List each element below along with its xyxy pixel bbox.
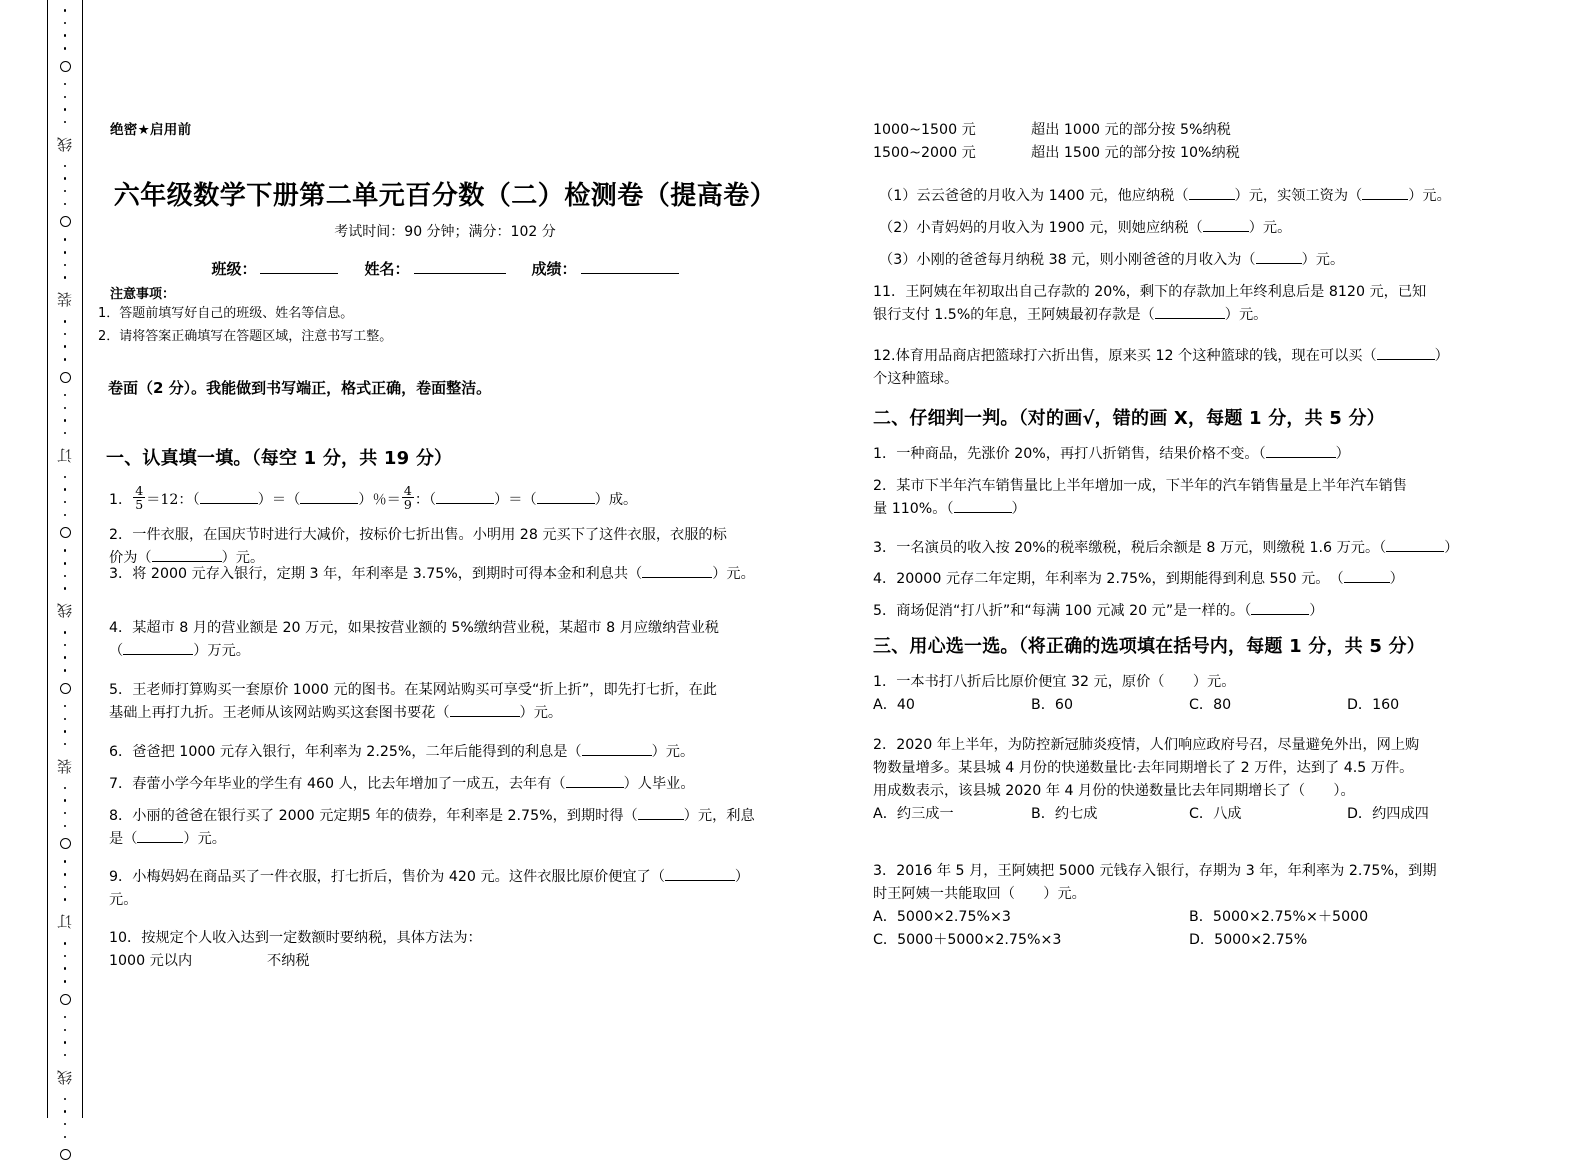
tax-rule: 不纳税 <box>267 953 310 969</box>
answer-blank[interactable] <box>436 503 494 504</box>
margin-circle <box>60 216 71 227</box>
margin-dot <box>64 1123 67 1126</box>
answer-blank[interactable] <box>638 819 684 820</box>
tax-rule: 超出 1500 元的部分按 10%纳税 <box>1031 145 1240 161</box>
q11-line-1: 11．王阿姨在年初取出自己存款的 20%，剩下的存款加上年终利息后是 8120 元，已知 <box>873 284 1427 300</box>
score-field[interactable] <box>532 258 679 279</box>
tax-range: 1000 元以内 <box>109 953 193 969</box>
margin-dot <box>64 345 67 348</box>
margin-dot <box>64 549 67 552</box>
tax-table-row <box>873 142 1505 165</box>
answer-blank[interactable] <box>137 842 183 843</box>
margin-circle <box>60 527 71 538</box>
q2-2-line-1: 2．某市下半年汽车销售量比上半年增加一成，下半年的汽车销售量是上半年汽车销售 <box>873 478 1407 494</box>
margin-dot <box>64 333 67 336</box>
margin-binding-char: 订 <box>55 914 74 929</box>
class-field[interactable] <box>211 258 338 279</box>
q3-3-options-row-2 <box>873 929 1505 952</box>
margin-dot <box>64 276 67 279</box>
option-a[interactable]: A．5000×2.75%×3 <box>873 909 1011 925</box>
q3-3-options-row-1 <box>873 906 1505 929</box>
margin-dot <box>64 514 67 517</box>
q-number: 1． <box>109 492 133 508</box>
answer-blank[interactable] <box>954 512 1012 513</box>
margin-dot <box>64 1054 67 1057</box>
question-1-3: 3．将 2000 元存入银行，定期 3 年，年利率是 3.75%，到期时可得本金和利息共（ ）元。 <box>109 566 755 582</box>
margin-dot <box>64 121 67 124</box>
margin-dot <box>64 501 67 504</box>
q5-line-2: 基础上再打九折。王老师从该网站购买这套图书要花（ ）元。 <box>109 705 563 721</box>
q4-line-1: 4．某超市 8 月的营业额是 20 万元，如果按营业额的 5%缴纳营业税，某超市 8 月应缴纳营业税 <box>109 620 719 636</box>
answer-blank[interactable] <box>300 503 358 504</box>
student-id-row <box>95 258 795 279</box>
question-1-8 <box>109 805 795 851</box>
tax-table-row <box>109 950 795 973</box>
margin-binding-char: 装 <box>55 758 74 774</box>
question-2-2 <box>873 475 1505 521</box>
answer-blank[interactable] <box>1251 614 1309 615</box>
tax-table-continued <box>873 119 1505 165</box>
margin-dot <box>64 320 67 323</box>
margin-dot <box>64 886 67 889</box>
q3-2-options <box>873 803 1505 826</box>
class-label: 班级： <box>211 260 257 278</box>
score-label: 成绩： <box>531 260 577 278</box>
question-1-10-sub-3: （3）小刚的爸爸每月纳税 38 元，则小刚爸爸的月收入为（ ）元。 <box>879 252 1345 268</box>
option-d[interactable]: D．约四成四 <box>1347 806 1429 822</box>
margin-dot <box>64 83 67 86</box>
margin-dot <box>64 705 67 708</box>
class-blank[interactable] <box>260 273 338 274</box>
margin-dot <box>64 942 67 945</box>
margin-circle <box>60 61 71 72</box>
question-2-3: 3．一名演员的收入按 20%的税率缴税，税后余额是 8 万元，则缴税 1.6 万元。（ ） <box>873 540 1459 556</box>
question-3-3 <box>873 860 1505 952</box>
q2-2-line-2: 量 110%。（ ） <box>873 501 1026 517</box>
tax-table-row <box>873 119 1505 142</box>
margin-dot <box>64 743 67 746</box>
margin-dot <box>64 631 67 634</box>
tax-range: 1000~1500 元 <box>873 122 976 138</box>
margin-binding-char: 订 <box>55 447 74 463</box>
margin-dot <box>64 644 67 647</box>
margin-dot <box>64 955 67 958</box>
question-1-9 <box>109 866 795 912</box>
option-c[interactable]: C．80 <box>1189 697 1232 713</box>
answer-blank[interactable] <box>152 561 222 562</box>
margin-dot <box>64 165 67 168</box>
margin-dot <box>64 730 67 733</box>
margin-dot <box>64 34 67 37</box>
q3-2-line-3: 用成数表示，该县城 2020 年 4 月份的快递数量比去年同期增长了（ ）。 <box>873 783 1355 799</box>
margin-dot <box>64 967 67 970</box>
margin-dot <box>64 108 67 111</box>
margin-binding-char: 装 <box>55 292 74 307</box>
answer-blank[interactable] <box>642 577 712 578</box>
answer-blank[interactable] <box>1256 263 1302 264</box>
question-1-6: 6．爸爸把 1000 元存入银行，年利率为 2.25%，二年后能得到的利息是（ ）元。 <box>109 744 695 760</box>
margin-dot <box>64 264 67 267</box>
margin-circle <box>60 372 71 383</box>
q11-line-2: 银行支付 1.5%的年息，王阿姨最初存款是（ ）元。 <box>873 307 1268 323</box>
q3-1-stem: 1．一本书打八折后比原价便宜 32 元，原价（ ）元。 <box>873 674 1236 690</box>
margin-dot <box>64 787 67 790</box>
binding-margin <box>47 0 83 1118</box>
answer-blank[interactable] <box>1386 551 1444 552</box>
q3-3-line-1: 3．2016 年 5 月，王阿姨把 5000 元钱存入银行，存期为 3 年，年利率为 2.75%，到期 <box>873 863 1437 879</box>
margin-dot <box>64 9 67 12</box>
question-1-10 <box>109 927 795 973</box>
margin-dot <box>64 1029 67 1032</box>
question-1-7: 7．春蕾小学今年毕业的学生有 460 人，比去年增加了一成五，去年有（ ）人毕业。 <box>109 776 695 792</box>
margin-circle <box>60 838 71 849</box>
notice-heading: 注意事项： <box>110 287 176 302</box>
question-1-5 <box>109 679 795 725</box>
answer-blank[interactable] <box>450 716 520 717</box>
notice-item-2: 2．请将答案正确填写在答题区域，注意书写工整。 <box>98 329 393 344</box>
answer-blank[interactable] <box>1344 582 1390 583</box>
exam-meta: 考试时间：90 分钟；满分：102 分 <box>334 224 556 240</box>
option-b[interactable]: B．60 <box>1031 697 1073 713</box>
question-3-2 <box>873 734 1505 826</box>
margin-dot <box>64 358 67 361</box>
margin-dot <box>64 980 67 983</box>
margin-dot <box>64 96 67 99</box>
answer-blank[interactable] <box>1266 457 1336 458</box>
margin-dot <box>64 873 67 876</box>
answer-blank[interactable] <box>582 755 652 756</box>
q3-3-line-2: 时王阿姨一共能取回（ ）元。 <box>873 886 1086 902</box>
section-1-heading: 一、认真填一填。（每空 1 分，共 19 分） <box>106 448 453 469</box>
answer-blank[interactable] <box>1189 199 1235 200</box>
margin-dot <box>64 1041 67 1044</box>
margin-dot <box>64 1016 67 1019</box>
question-1-10-sub-2: （2）小青妈妈的月收入为 1900 元，则她应纳税（ ）元。 <box>879 220 1292 236</box>
q9-line-1: 9．小梅妈妈在商品买了一件衣服，打七折后，售价为 420 元。这件衣服比原价便宜了（ ） <box>109 869 750 885</box>
margin-dot <box>64 656 67 659</box>
margin-circle <box>60 683 71 694</box>
margin-dot <box>64 812 67 815</box>
binding-dotted-line <box>48 0 82 1118</box>
margin-dot <box>64 898 67 901</box>
question-3-1 <box>873 671 1505 717</box>
q8-line-2: 是（ ）元。 <box>109 831 226 847</box>
q10-stem: 10．按规定个人收入达到一定数额时要纳税，具体方法为： <box>109 930 482 946</box>
margin-dot <box>64 575 67 578</box>
option-b[interactable]: B．5000×2.75%×＋5000 <box>1189 909 1369 925</box>
margin-dot <box>64 799 67 802</box>
margin-dot <box>64 562 67 565</box>
option-b[interactable]: B．约七成 <box>1031 806 1098 822</box>
margin-dot <box>64 177 67 180</box>
margin-dot <box>64 22 67 25</box>
margin-dot <box>64 1136 67 1139</box>
tax-rule: 超出 1000 元的部分按 5%纳税 <box>1031 122 1231 138</box>
page-title: 六年级数学下册第二单元百分数（二）检测卷（提高卷） <box>113 181 777 211</box>
q12-line-1: 12.体育用品商店把篮球打六折出售，原来买 12 个这种篮球的钱，现在可以买（ ） <box>873 348 1449 364</box>
q2-line-1: 2．一件衣服，在国庆节时进行大减价，按标价七折出售。小明用 28 元买下了这件衣服，衣服的标 <box>109 527 727 543</box>
margin-dot <box>64 718 67 721</box>
name-field[interactable] <box>364 258 505 279</box>
margin-circle <box>60 994 71 1005</box>
notice-item-1: 1．答题前填写好自己的班级、姓名等信息。 <box>98 306 354 321</box>
question-1-11 <box>873 281 1505 327</box>
margin-dot <box>64 825 67 828</box>
section-2-heading: 二、仔细判一判。（对的画√，错的画 X，每题 1 分，共 5 分） <box>873 408 1385 429</box>
fraction-four-fifths: $\frac{4}{5}$ <box>135 483 144 513</box>
margin-dot <box>64 1110 67 1113</box>
margin-dot <box>64 47 67 50</box>
question-1-10-sub-1: （1）云云爸爸的月收入为 1400 元，他应纳税（ ）元，实领工资为（ ）元。 <box>879 188 1451 204</box>
margin-dot <box>64 432 67 435</box>
answer-blank[interactable] <box>537 503 595 504</box>
margin-dot <box>64 238 67 241</box>
question-1-4 <box>109 617 795 663</box>
margin-circle <box>60 1149 71 1160</box>
question-1-1: 1． $\frac{4}{5}$ ＝12：（ ）＝（ ）％＝ $\frac{4}{9}$ ：（ ）＝（ ）成。 <box>109 483 638 513</box>
exam-page <box>83 0 1583 1118</box>
option-d[interactable]: D．5000×2.75% <box>1189 932 1308 948</box>
margin-dot <box>64 251 67 254</box>
answer-blank[interactable] <box>1362 199 1408 200</box>
question-2-4: 4．20000 元存二年定期，年利率为 2.75%，到期能得到利息 550 元。 （ ） <box>873 571 1404 587</box>
margin-dot <box>64 488 67 491</box>
q4-line-2: （ ）万元。 <box>109 643 250 659</box>
question-1-12 <box>873 345 1505 391</box>
fraction-four-ninths: $\frac{4}{9}$ <box>403 483 412 513</box>
q5-line-1: 5．王老师打算购买一套原价 1000 元的图书。在某网站购买可享受“折上折”，即先打七折，在此 <box>109 682 717 698</box>
margin-dot <box>64 669 67 672</box>
cover-note: 卷面（2 分）。我能做到书写端正，格式正确，卷面整洁。 <box>108 379 492 397</box>
margin-dot <box>64 476 67 479</box>
tax-range: 1500~2000 元 <box>873 145 976 161</box>
q9-line-2: 元。 <box>109 892 138 908</box>
secret-label: 绝密★启用前 <box>110 122 192 138</box>
answer-blank[interactable] <box>200 503 258 504</box>
margin-binding-char: 线 <box>55 603 74 618</box>
answer-blank[interactable] <box>1203 231 1249 232</box>
q12-line-2: 个这种篮球。 <box>873 371 959 387</box>
question-2-1: 1．一种商品，先涨价 20%，再打八折销售，结果价格不变。（ ） <box>873 446 1350 462</box>
answer-blank[interactable] <box>1155 318 1225 319</box>
margin-dot <box>64 1098 67 1101</box>
answer-blank[interactable] <box>1377 359 1435 360</box>
answer-blank[interactable] <box>665 880 735 881</box>
margin-binding-char: 线 <box>55 1069 74 1085</box>
option-c[interactable]: C．八成 <box>1189 806 1242 822</box>
margin-dot <box>64 394 67 397</box>
option-a[interactable]: A．约三成一 <box>873 806 954 822</box>
margin-dot <box>64 587 67 590</box>
q2-line-2: 价为（ ）元。 <box>109 550 265 566</box>
margin-dot <box>64 407 67 410</box>
name-label: 姓名： <box>364 260 410 278</box>
score-blank[interactable] <box>581 273 679 274</box>
margin-dot <box>64 419 67 422</box>
margin-binding-char: 线 <box>55 136 74 152</box>
option-a[interactable]: A．40 <box>873 697 915 713</box>
margin-dot <box>64 860 67 863</box>
name-blank[interactable] <box>414 273 506 274</box>
question-2-5: 5．商场促消“打八折”和“每满 100 元减 20 元”是一样的。（ ） <box>873 603 1324 619</box>
q8-line-1: 8．小丽的爸爸在银行买了 2000 元定期5 年的债券，年利率是 2.75%，到期时得（ ）元，利息 <box>109 808 755 824</box>
q3-1-options <box>873 694 1505 717</box>
margin-dot <box>64 190 67 193</box>
q3-2-line-2: 物数量增多。某县城 4 月份的快递数量比·去年同期增长了 2 万件，达到了 4.5 万件。 <box>873 760 1414 776</box>
option-d[interactable]: D．160 <box>1347 697 1400 713</box>
answer-blank[interactable] <box>566 787 624 788</box>
answer-blank[interactable] <box>123 654 193 655</box>
option-c[interactable]: C．5000＋5000×2.75%×3 <box>873 932 1062 948</box>
section-3-heading: 三、用心选一选。（将正确的选项填在括号内，每题 1 分，共 5 分） <box>873 636 1425 657</box>
q3-2-line-1: 2．2020 年上半年，为防控新冠肺炎疫情，人们响应政府号召，尽量避免外出，网上购 <box>873 737 1420 753</box>
margin-dot <box>64 203 67 206</box>
